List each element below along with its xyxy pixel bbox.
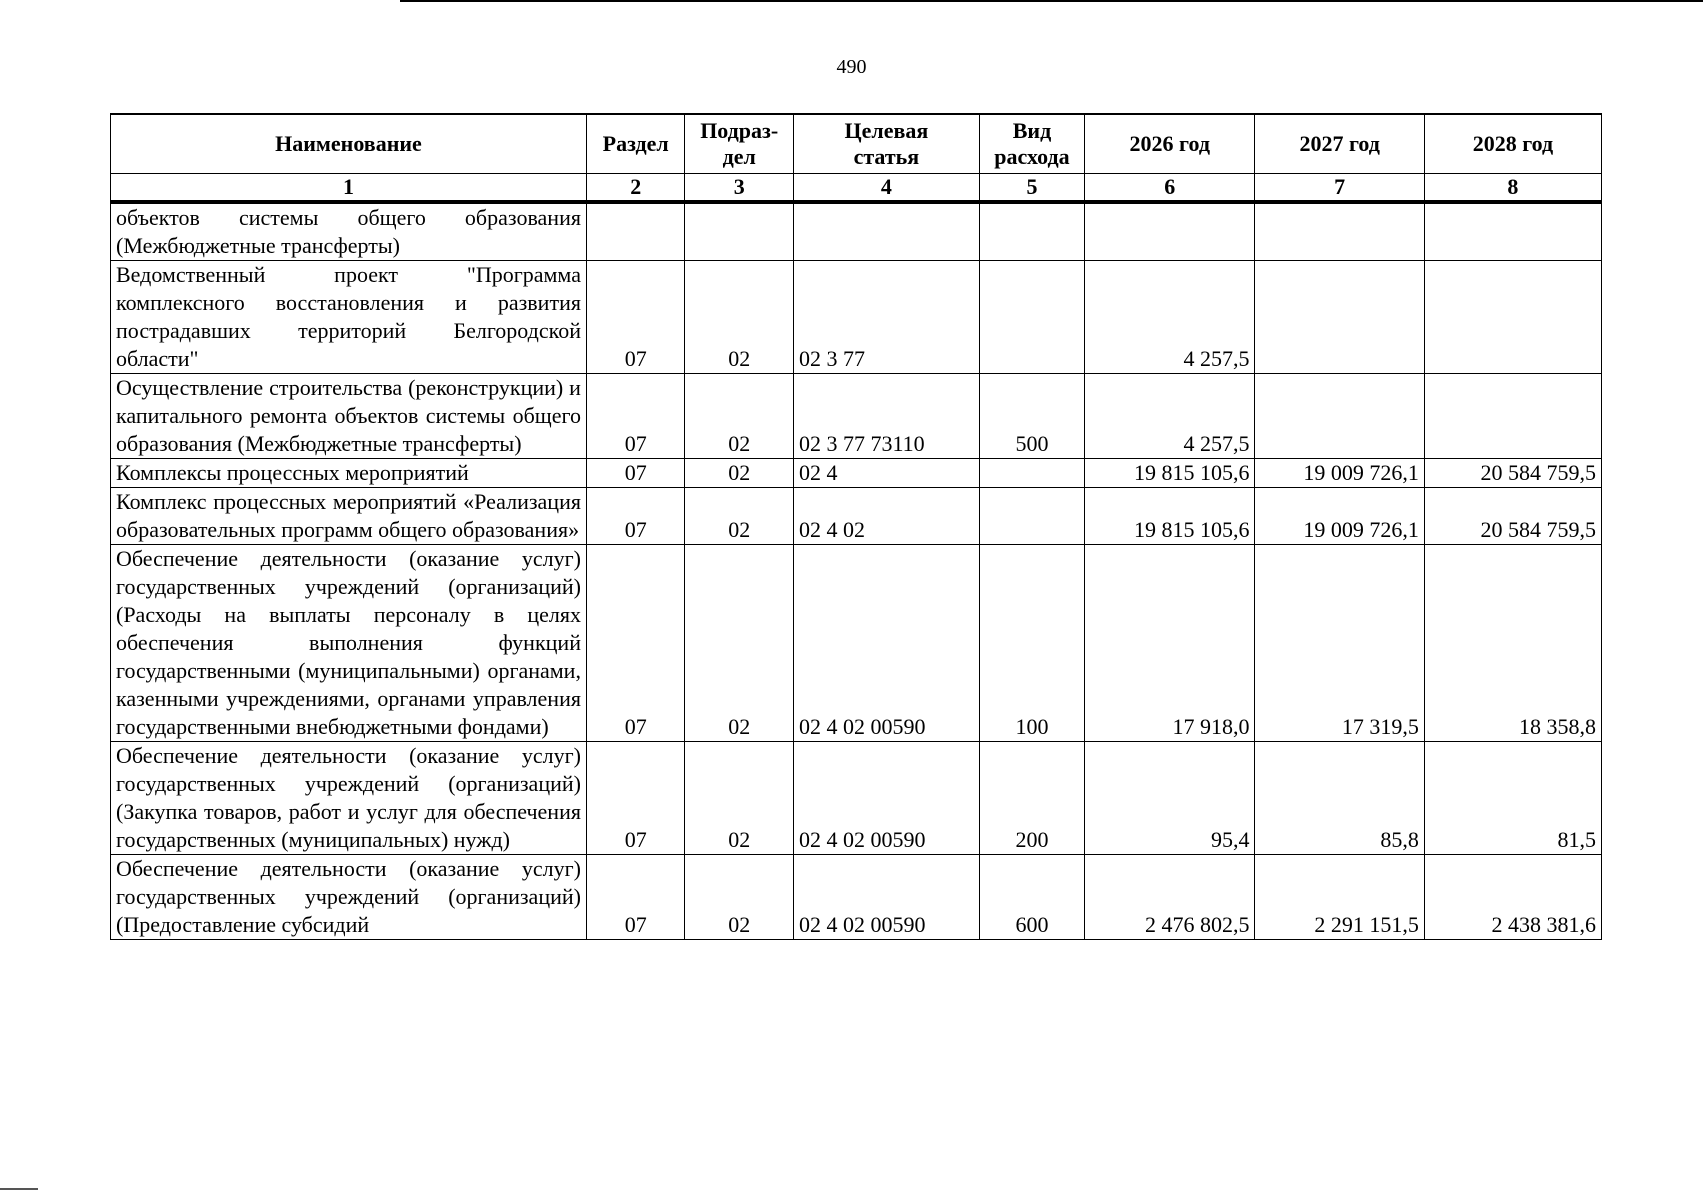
row-vid: 600: [979, 855, 1084, 940]
header-statya-text: Целевая статья: [844, 118, 929, 169]
table-row: [111, 742, 1602, 855]
column-number-8: 8: [1424, 174, 1601, 203]
table-row: [111, 459, 1602, 488]
row-vid: [979, 261, 1084, 374]
row-2028: 81,5: [1424, 742, 1601, 855]
header-2028-text: 2028 год: [1472, 131, 1554, 156]
row-vid: [979, 202, 1084, 261]
row-vid: [979, 459, 1084, 488]
column-number-5: 5: [979, 174, 1084, 203]
row-podrazdel: 02: [685, 261, 793, 374]
row-statya: [793, 202, 979, 261]
row-statya: 02 4 02: [793, 488, 979, 545]
header-row: [111, 114, 1602, 174]
header-2026: [1085, 114, 1255, 174]
row-razdel: 07: [586, 374, 685, 459]
row-statya: 02 4 02 00590: [793, 545, 979, 742]
row-name: Обеспечение деятельности (оказание услуг) государственных учреждений (организаций) (Закупка товаров, работ и услуг для обеспечения государственных (муниципальных) нужд): [111, 742, 587, 855]
header-razdel-text: Раздел: [602, 131, 669, 156]
row-name: Ведомственный проект "Программа комплексного восстановления и развития пострадавших территорий Белгородской области": [111, 261, 587, 374]
row-statya: 02 4: [793, 459, 979, 488]
row-name: Осуществление строительства (реконструкции) и капитального ремонта объектов системы общего образования (Межбюджетные трансферты): [111, 374, 587, 459]
top-border-line: [400, 0, 1703, 2]
row-podrazdel: 02: [685, 855, 793, 940]
row-2027: 85,8: [1255, 742, 1424, 855]
row-statya: 02 4 02 00590: [793, 742, 979, 855]
row-podrazdel: 02: [685, 459, 793, 488]
header-vid: [979, 114, 1084, 174]
table-row: [111, 261, 1602, 374]
row-podrazdel: 02: [685, 742, 793, 855]
row-2026: [1085, 202, 1255, 261]
row-podrazdel: [685, 202, 793, 261]
row-vid: 500: [979, 374, 1084, 459]
table-row: [111, 855, 1602, 940]
row-2027: 17 319,5: [1255, 545, 1424, 742]
row-statya: 02 3 77: [793, 261, 979, 374]
header-name-text: Наименование: [275, 131, 422, 156]
row-2028: [1424, 261, 1601, 374]
row-statya: 02 3 77 73110: [793, 374, 979, 459]
row-name: Обеспечение деятельности (оказание услуг) государственных учреждений (организаций) (Предоставление субсидий: [111, 855, 587, 940]
row-2027: [1255, 374, 1424, 459]
row-razdel: 07: [586, 545, 685, 742]
table-row: [111, 202, 1602, 261]
column-number-4: 4: [793, 174, 979, 203]
row-name: Комплекс процессных мероприятий «Реализация образовательных программ общего образования»: [111, 488, 587, 545]
row-razdel: 07: [586, 261, 685, 374]
column-number-row: [111, 174, 1602, 203]
row-2027: [1255, 261, 1424, 374]
row-name: Комплексы процессных мероприятий: [111, 459, 587, 488]
header-razdel: [586, 114, 685, 174]
row-razdel: 07: [586, 459, 685, 488]
header-name: [111, 114, 587, 174]
page-number: 490: [836, 56, 867, 78]
row-2026: 19 815 105,6: [1085, 488, 1255, 545]
header-2027: [1255, 114, 1424, 174]
row-razdel: 07: [586, 855, 685, 940]
column-number-3: 3: [685, 174, 793, 203]
row-2026: 4 257,5: [1085, 374, 1255, 459]
row-2026: 95,4: [1085, 742, 1255, 855]
column-number-6: 6: [1085, 174, 1255, 203]
table-row: [111, 545, 1602, 742]
header-podrazdel: [685, 114, 793, 174]
row-vid: 200: [979, 742, 1084, 855]
budget-table: [110, 113, 1602, 940]
column-number-1: 1: [111, 174, 587, 203]
row-2026: 17 918,0: [1085, 545, 1255, 742]
row-name: объектов системы общего образования (Межбюджетные трансферты): [111, 202, 587, 261]
row-statya: 02 4 02 00590: [793, 855, 979, 940]
row-2027: 19 009 726,1: [1255, 488, 1424, 545]
header-statya: [793, 114, 979, 174]
table-row: [111, 488, 1602, 545]
header-2026-text: 2026 год: [1129, 131, 1210, 156]
header-2028: [1424, 114, 1601, 174]
row-podrazdel: 02: [685, 545, 793, 742]
scan-edge-mark: [0, 1188, 38, 1190]
row-2028: [1424, 202, 1601, 261]
row-2027: 2 291 151,5: [1255, 855, 1424, 940]
column-number-7: 7: [1255, 174, 1424, 203]
row-podrazdel: 02: [685, 488, 793, 545]
row-2028: 20 584 759,5: [1424, 488, 1601, 545]
column-number-2: 2: [586, 174, 685, 203]
row-razdel: 07: [586, 488, 685, 545]
header-vid-text: Вид расхода: [994, 118, 1070, 169]
row-podrazdel: 02: [685, 374, 793, 459]
row-name: Обеспечение деятельности (оказание услуг) государственных учреждений (организаций) (Расходы на выплаты персоналу в целях обеспечения выполнения функций государственными (муниципальными) органами, казенными учреждениями, органами управления государственными внебюджетными фондами): [111, 545, 587, 742]
row-2026: 4 257,5: [1085, 261, 1255, 374]
row-2028: [1424, 374, 1601, 459]
header-2027-text: 2027 год: [1299, 131, 1380, 156]
row-razdel: 07: [586, 742, 685, 855]
row-2028: 18 358,8: [1424, 545, 1601, 742]
row-2028: 2 438 381,6: [1424, 855, 1601, 940]
row-2027: [1255, 202, 1424, 261]
row-vid: 100: [979, 545, 1084, 742]
row-2026: 19 815 105,6: [1085, 459, 1255, 488]
row-razdel: [586, 202, 685, 261]
row-vid: [979, 488, 1084, 545]
header-podrazdel-text: Подраз- дел: [700, 118, 779, 169]
table-row: [111, 374, 1602, 459]
row-2028: 20 584 759,5: [1424, 459, 1601, 488]
row-2026: 2 476 802,5: [1085, 855, 1255, 940]
row-2027: 19 009 726,1: [1255, 459, 1424, 488]
